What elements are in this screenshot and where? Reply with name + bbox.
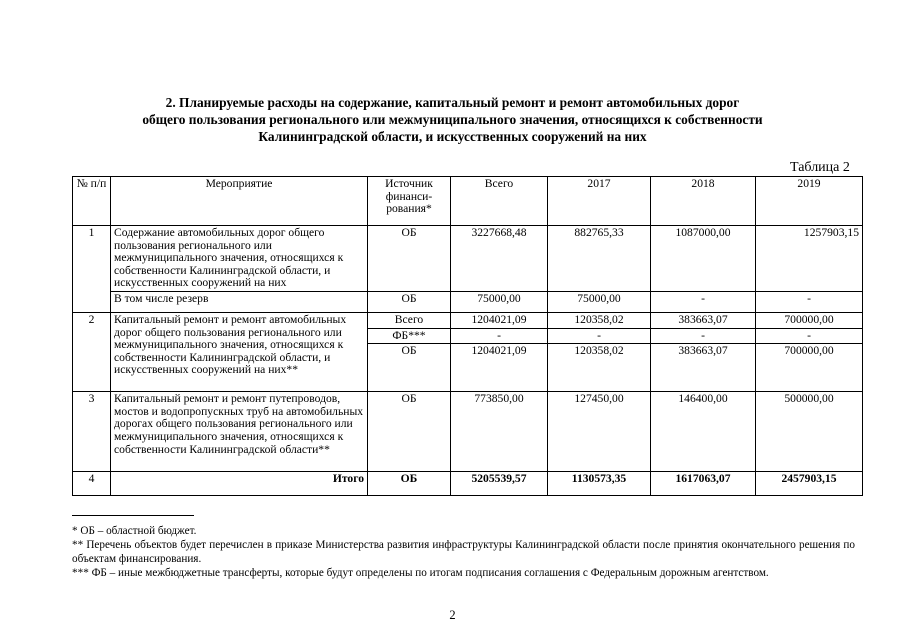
header-2019: 2019: [756, 177, 863, 226]
row-num: 3: [73, 392, 111, 472]
row-2019: -: [756, 292, 863, 313]
row-event: Итого: [111, 472, 368, 496]
row-event: Содержание автомобильных дорог общего пользования регионального или межмуниципального значения, относящихся к собственности Калининградской области, и искусственных сооружений на них: [111, 226, 368, 292]
row-2018: 1087000,00: [651, 226, 756, 292]
row-total: 1204021,09: [451, 344, 548, 392]
row-2017: 75000,00: [548, 292, 651, 313]
table-label: Таблица 2: [790, 160, 850, 175]
row-total: 5205539,57: [451, 472, 548, 496]
section-heading: [60, 94, 845, 145]
row-total: 1204021,09: [451, 313, 548, 329]
header-total: Всего: [451, 177, 548, 226]
row-2017: 120358,02: [548, 313, 651, 329]
row-num: 1: [73, 226, 111, 313]
row-source: ОБ: [368, 226, 451, 292]
row-2019: 700000,00: [756, 344, 863, 392]
row-total: 3227668,48: [451, 226, 548, 292]
row-2018: -: [651, 328, 756, 344]
row-2017: 1130573,35: [548, 472, 651, 496]
page-number: 2: [449, 608, 456, 622]
expenses-table: [72, 176, 863, 496]
row-2018: 383663,07: [651, 344, 756, 392]
row-2018: 383663,07: [651, 313, 756, 329]
heading-line-2: общего пользования регионального или межмуниципального значения, относящихся к собственности: [142, 112, 763, 127]
table-header-row: [73, 177, 863, 226]
header-2018: 2018: [651, 177, 756, 226]
footnote-1: * ОБ – областной бюджет.: [72, 525, 197, 537]
row-event: Капитальный ремонт и ремонт автомобильных дорог общего пользования регионального или межмуниципального значения, относящихся к собственности Калининградской области, и искусственных сооружений на них**: [111, 313, 368, 392]
row-2017: -: [548, 328, 651, 344]
row-2017: 127450,00: [548, 392, 651, 472]
row-2018: -: [651, 292, 756, 313]
row-2018: 1617063,07: [651, 472, 756, 496]
footnote-2: ** Перечень объектов будет перечислен в приказе Министерства развития инфраструктуры Калининградской области после принятия окончательного решения по объектам финансирования.: [72, 539, 855, 565]
row-2019: 1257903,15: [756, 226, 863, 292]
row-2018: 146400,00: [651, 392, 756, 472]
table-total-row: [73, 472, 863, 496]
row-num: 2: [73, 313, 111, 392]
row-total: -: [451, 328, 548, 344]
row-source: ОБ: [368, 344, 451, 392]
row-2019: 700000,00: [756, 313, 863, 329]
row-event: В том числе резерв: [111, 292, 368, 313]
row-source: ОБ: [368, 472, 451, 496]
row-2019: -: [756, 328, 863, 344]
row-source: ФБ***: [368, 328, 451, 344]
table-row: [73, 392, 863, 472]
row-2019: 500000,00: [756, 392, 863, 472]
header-source: Источник финанси-рования*: [368, 177, 451, 226]
heading-line-1: 2. Планируемые расходы на содержание, капитальный ремонт и ремонт автомобильных дорог: [165, 95, 740, 110]
header-num: № п/п: [73, 177, 111, 226]
header-event: Мероприятие: [111, 177, 368, 226]
row-source: ОБ: [368, 392, 451, 472]
row-source: ОБ: [368, 292, 451, 313]
row-total: 75000,00: [451, 292, 548, 313]
row-num: 4: [73, 472, 111, 496]
row-2017: 120358,02: [548, 344, 651, 392]
table-row: [73, 226, 863, 292]
heading-line-3: Калининградской области, и искусственных сооружений на них: [258, 129, 647, 144]
row-2017: 882765,33: [548, 226, 651, 292]
row-total: 773850,00: [451, 392, 548, 472]
table-row: [73, 292, 863, 313]
footnote-3: *** ФБ – иные межбюджетные трансферты, которые будут определены по итогам подписания соглашения с Федеральным дорожным агентством.: [72, 567, 769, 579]
footnotes: [72, 524, 855, 580]
footnote-divider: [72, 515, 194, 516]
row-event: Капитальный ремонт и ремонт путепроводов, мостов и водопропускных труб на автомобильных дорогах общего пользования регионального или межмуниципального значения, относящихся к собственности Калининградской области**: [111, 392, 368, 472]
row-2019: 2457903,15: [756, 472, 863, 496]
row-source: Всего: [368, 313, 451, 329]
header-2017: 2017: [548, 177, 651, 226]
table-row: [73, 313, 863, 329]
